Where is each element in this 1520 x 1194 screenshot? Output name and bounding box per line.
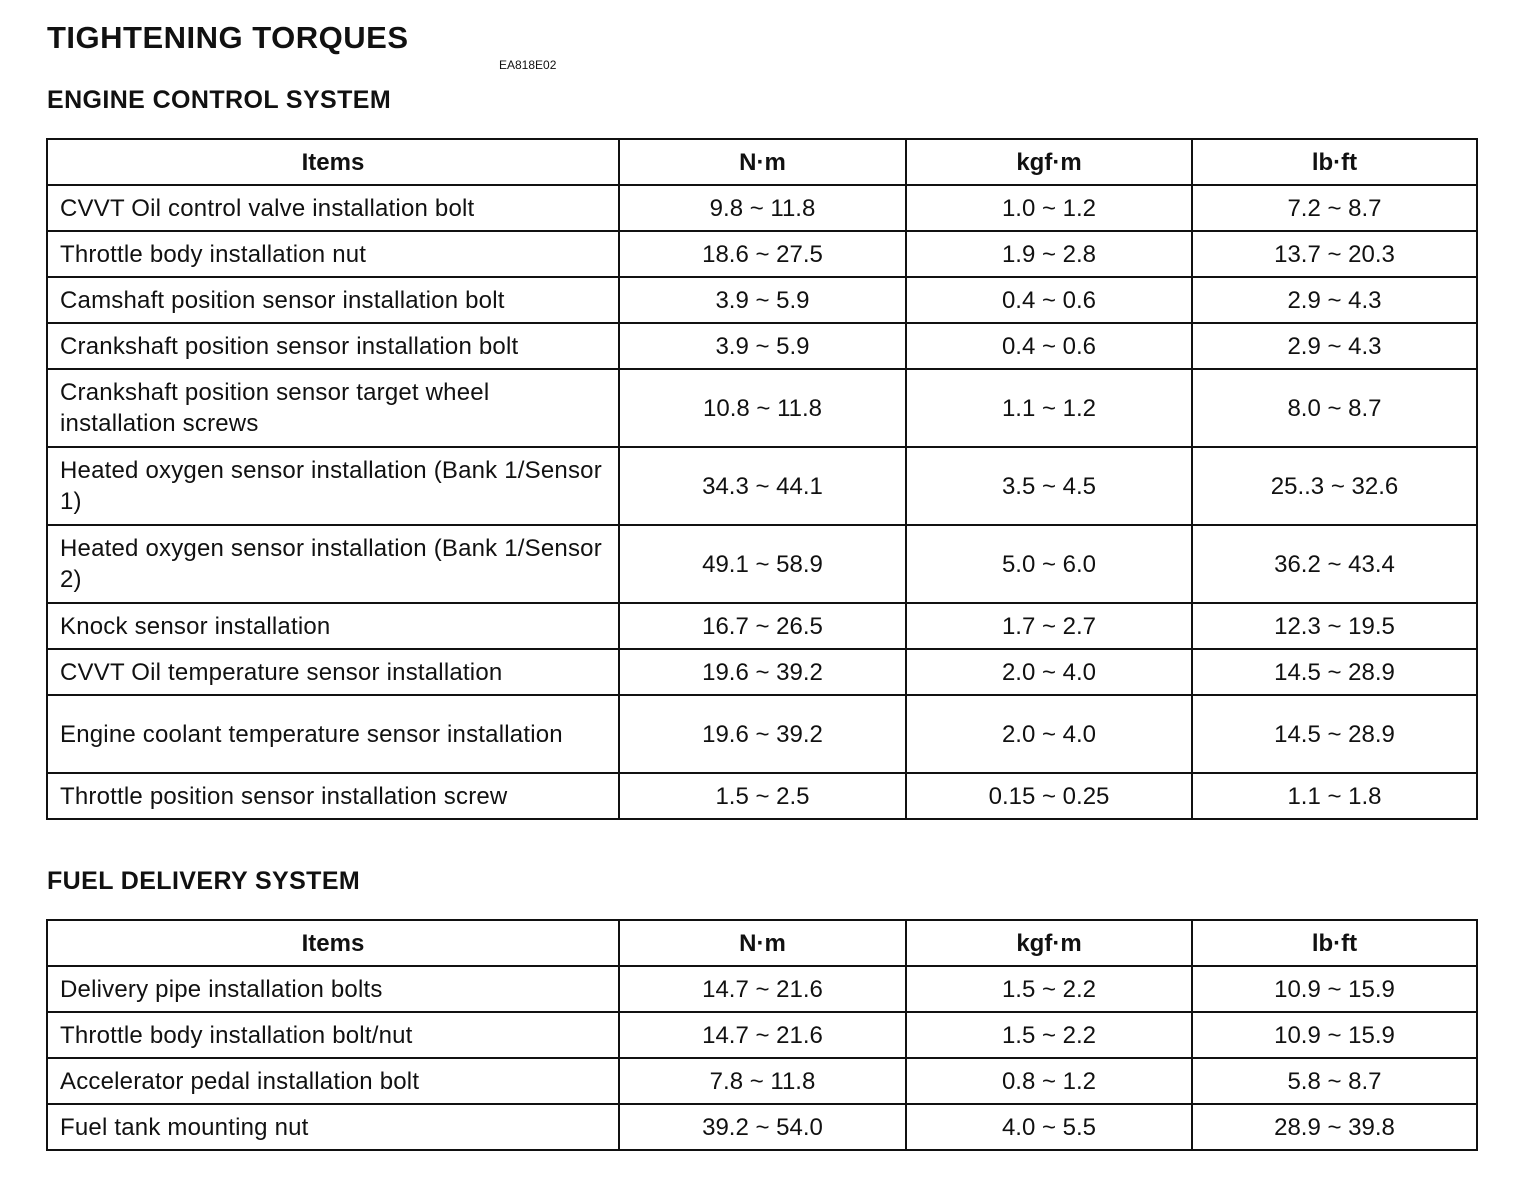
- kgfm-cell: 1.9 ~ 2.8: [906, 231, 1192, 277]
- kgfm-cell: 1.7 ~ 2.7: [906, 603, 1192, 649]
- lbft-cell: 8.0 ~ 8.7: [1192, 369, 1477, 447]
- kgfm-cell: 1.5 ~ 2.2: [906, 966, 1192, 1012]
- page-title: [47, 20, 557, 72]
- lbft-cell: 7.2 ~ 8.7: [1192, 185, 1477, 231]
- nm-cell: 16.7 ~ 26.5: [619, 603, 906, 649]
- nm-cell: 34.3 ~ 44.1: [619, 447, 906, 525]
- lbft-cell: 14.5 ~ 28.9: [1192, 695, 1477, 773]
- lbft-cell: 10.9 ~ 15.9: [1192, 966, 1477, 1012]
- lbft-cell: 25..3 ~ 32.6: [1192, 447, 1477, 525]
- column-header-lbft: lb·ft: [1192, 920, 1477, 966]
- section-title-engine-control: ENGINE CONTROL SYSTEM: [47, 86, 392, 114]
- nm-cell: 7.8 ~ 11.8: [619, 1058, 906, 1104]
- kgfm-cell: 5.0 ~ 6.0: [906, 525, 1192, 603]
- kgfm-cell: 0.15 ~ 0.25: [906, 773, 1192, 819]
- nm-cell: 3.9 ~ 5.9: [619, 323, 906, 369]
- lbft-cell: 12.3 ~ 19.5: [1192, 603, 1477, 649]
- item-cell: Engine coolant temperature sensor installation: [47, 695, 619, 773]
- item-cell: Delivery pipe installation bolts: [47, 966, 619, 1012]
- lbft-cell: 10.9 ~ 15.9: [1192, 1012, 1477, 1058]
- item-cell: Accelerator pedal installation bolt: [47, 1058, 619, 1104]
- item-cell: Throttle body installation nut: [47, 231, 619, 277]
- nm-cell: 10.8 ~ 11.8: [619, 369, 906, 447]
- lbft-cell: 13.7 ~ 20.3: [1192, 231, 1477, 277]
- engine-control-torque-table: [46, 138, 1478, 820]
- lbft-cell: 1.1 ~ 1.8: [1192, 773, 1477, 819]
- kgfm-cell: 0.8 ~ 1.2: [906, 1058, 1192, 1104]
- lbft-cell: 2.9 ~ 4.3: [1192, 277, 1477, 323]
- fuel-delivery-torque-table: [46, 919, 1478, 1151]
- item-cell: Throttle body installation bolt/nut: [47, 1012, 619, 1058]
- nm-cell: 39.2 ~ 54.0: [619, 1104, 906, 1150]
- lbft-cell: 36.2 ~ 43.4: [1192, 525, 1477, 603]
- item-cell: CVVT Oil control valve installation bolt: [47, 185, 619, 231]
- nm-cell: 1.5 ~ 2.5: [619, 773, 906, 819]
- item-cell: Throttle position sensor installation screw: [47, 773, 619, 819]
- item-cell: Heated oxygen sensor installation (Bank 1/Sensor 2): [47, 525, 619, 603]
- table-row: [47, 185, 1477, 231]
- kgfm-cell: 4.0 ~ 5.5: [906, 1104, 1192, 1150]
- column-header-nm: N·m: [619, 139, 906, 185]
- nm-cell: 3.9 ~ 5.9: [619, 277, 906, 323]
- table-row: [47, 649, 1477, 695]
- kgfm-cell: 0.4 ~ 0.6: [906, 323, 1192, 369]
- nm-cell: 9.8 ~ 11.8: [619, 185, 906, 231]
- table-row: [47, 323, 1477, 369]
- column-header-lbft: lb·ft: [1192, 139, 1477, 185]
- table-header-row: [47, 139, 1477, 185]
- table-row: [47, 525, 1477, 603]
- column-header-items: Items: [47, 920, 619, 966]
- item-cell: Camshaft position sensor installation bolt: [47, 277, 619, 323]
- document-code: EA818E02: [499, 58, 557, 72]
- kgfm-cell: 2.0 ~ 4.0: [906, 649, 1192, 695]
- lbft-cell: 14.5 ~ 28.9: [1192, 649, 1477, 695]
- section-title-fuel-delivery: FUEL DELIVERY SYSTEM: [47, 867, 361, 895]
- nm-cell: 19.6 ~ 39.2: [619, 649, 906, 695]
- table-row: [47, 369, 1477, 447]
- nm-cell: 19.6 ~ 39.2: [619, 695, 906, 773]
- item-cell: Fuel tank mounting nut: [47, 1104, 619, 1150]
- table-row: [47, 1058, 1477, 1104]
- table-row: [47, 1104, 1477, 1150]
- table-row: [47, 695, 1477, 773]
- lbft-cell: 28.9 ~ 39.8: [1192, 1104, 1477, 1150]
- column-header-nm: N·m: [619, 920, 906, 966]
- nm-cell: 14.7 ~ 21.6: [619, 966, 906, 1012]
- item-cell: CVVT Oil temperature sensor installation: [47, 649, 619, 695]
- kgfm-cell: 1.5 ~ 2.2: [906, 1012, 1192, 1058]
- table-row: [47, 966, 1477, 1012]
- column-header-kgfm: kgf·m: [906, 920, 1192, 966]
- item-cell: Heated oxygen sensor installation (Bank 1/Sensor 1): [47, 447, 619, 525]
- column-header-items: Items: [47, 139, 619, 185]
- item-cell: Knock sensor installation: [47, 603, 619, 649]
- table-header-row: [47, 920, 1477, 966]
- table-row: [47, 231, 1477, 277]
- column-header-kgfm: kgf·m: [906, 139, 1192, 185]
- item-cell: Crankshaft position sensor target wheel installation screws: [47, 369, 619, 447]
- nm-cell: 49.1 ~ 58.9: [619, 525, 906, 603]
- kgfm-cell: 1.0 ~ 1.2: [906, 185, 1192, 231]
- kgfm-cell: 1.1 ~ 1.2: [906, 369, 1192, 447]
- table-row: [47, 447, 1477, 525]
- table-row: [47, 1012, 1477, 1058]
- kgfm-cell: 0.4 ~ 0.6: [906, 277, 1192, 323]
- page-title-text: TIGHTENING TORQUES: [47, 20, 409, 55]
- lbft-cell: 5.8 ~ 8.7: [1192, 1058, 1477, 1104]
- nm-cell: 18.6 ~ 27.5: [619, 231, 906, 277]
- lbft-cell: 2.9 ~ 4.3: [1192, 323, 1477, 369]
- kgfm-cell: 2.0 ~ 4.0: [906, 695, 1192, 773]
- table-row: [47, 773, 1477, 819]
- nm-cell: 14.7 ~ 21.6: [619, 1012, 906, 1058]
- table-row: [47, 603, 1477, 649]
- table-row: [47, 277, 1477, 323]
- item-cell: Crankshaft position sensor installation bolt: [47, 323, 619, 369]
- kgfm-cell: 3.5 ~ 4.5: [906, 447, 1192, 525]
